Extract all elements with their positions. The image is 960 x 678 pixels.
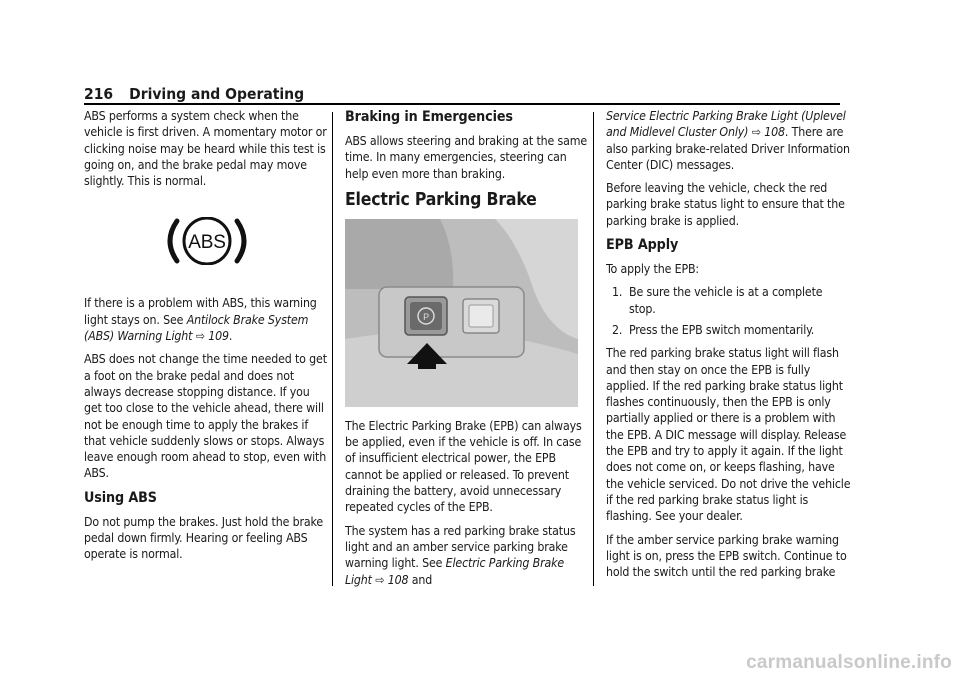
steps-list xyxy=(606,284,852,338)
paragraph: ABS performs a system check when the vehicle is first driven. A momentary motor or clicking noise may be heard while this test is going on, and the brake pedal may move slightly. This is normal. xyxy=(84,109,327,189)
watermark: carmanualsonline.info xyxy=(746,652,952,673)
cross-reference: Electric Parking Brake Light xyxy=(345,556,565,587)
paragraph: To apply the EPB: xyxy=(606,262,700,277)
header-rule xyxy=(84,103,840,105)
paragraph: The red parking brake status light will flash and then stay on once the EPB is fully applied. If the red parking brake status light flashes continuously, then the EPB is only partially applied or there is a problem with the EPB. A DIC message will display. Release the EPB and try to apply it again. If the light does not come on, or keeps flashing, have the vehicle serviced. Do not drive the vehicle if the red parking brake status light is flashing. See your dealer. xyxy=(606,346,851,524)
page-header xyxy=(84,84,840,104)
page-reference-arrow-icon: ⇨ xyxy=(195,329,205,344)
heading-electric-parking-brake: Electric Parking Brake xyxy=(345,189,537,210)
paragraph: ABS does not change the time needed to get a foot on the brake pedal and does not always decrease stopping distance. If you get too close to the vehicle ahead, there will not be enough time to apply the brakes if that vehicle suddenly slows or stops. Always leave enough room ahead to stop, even with ABS. xyxy=(84,352,327,481)
svg-text:P: P xyxy=(423,311,429,322)
paragraph: ABS allows steering and braking at the same time. In many emergencies, steering can help even more than braking. xyxy=(345,134,588,181)
cross-reference: Service Electric Parking Brake Light (Uplevel and Midlevel Cluster Only) xyxy=(606,109,846,140)
paragraph: The system has a red parking brake status light and an amber service parking brake warning light. See Electric Parking Brake Light ⇨ 108 and xyxy=(345,523,576,587)
list-item: 1. Be sure the vehicle is at a complete stop. xyxy=(612,285,823,316)
section-title: Driving and Operating xyxy=(129,85,305,103)
page-number: 216 xyxy=(84,85,114,103)
column-2 xyxy=(345,108,591,595)
column-divider-2 xyxy=(593,112,594,586)
page-reference-arrow-icon: ⇨ xyxy=(751,125,761,140)
paragraph: Do not pump the brakes. Just hold the brake pedal down firmly. Hearing or feeling ABS operate is normal. xyxy=(84,514,323,562)
paragraph: Service Electric Parking Brake Light (Uplevel and Midlevel Cluster Only) ⇨ 108. There are also parking brake-related Driver Information Center (DIC) messages. xyxy=(606,109,850,172)
paragraph: The Electric Parking Brake (EPB) can always be applied, even if the vehicle is off. In case of insufficient electrical power, the EPB cannot be applied or released. To prevent draining the battery, avoid unnecessary repeated cycles of the EPB. xyxy=(345,418,582,515)
column-divider-1 xyxy=(332,112,333,586)
paragraph: If there is a problem with ABS, this warning light stays on. See Antilock Brake System (ABS) Warning Light ⇨ 109. xyxy=(84,296,317,344)
abs-icon-label: ABS xyxy=(188,232,226,254)
page-reference: 109 xyxy=(208,329,229,344)
paragraph: Before leaving the vehicle, check the red parking brake status light to ensure that the parking brake is applied. xyxy=(606,181,845,228)
heading-using-abs: Using ABS xyxy=(84,489,157,506)
list-item: 2. Press the EPB switch momentarily. xyxy=(612,322,815,337)
column-1 xyxy=(84,108,330,570)
page-reference-arrow-icon: ⇨ xyxy=(375,572,385,587)
paragraph: If the amber service parking brake warning light is on, press the EPB switch. Continue to hold the switch until the red parking brake xyxy=(606,532,847,580)
page-reference: 108 xyxy=(764,125,785,140)
epb-switch-illustration xyxy=(345,219,578,407)
column-3 xyxy=(606,108,852,587)
cross-reference: Antilock Brake System (ABS) Warning Light xyxy=(84,312,309,344)
heading-epb-apply: EPB Apply xyxy=(606,237,679,254)
abs-warning-icon xyxy=(165,217,249,265)
heading-braking-in-emergencies: Braking in Emergencies xyxy=(345,109,513,125)
page-reference: 108 xyxy=(387,572,409,587)
